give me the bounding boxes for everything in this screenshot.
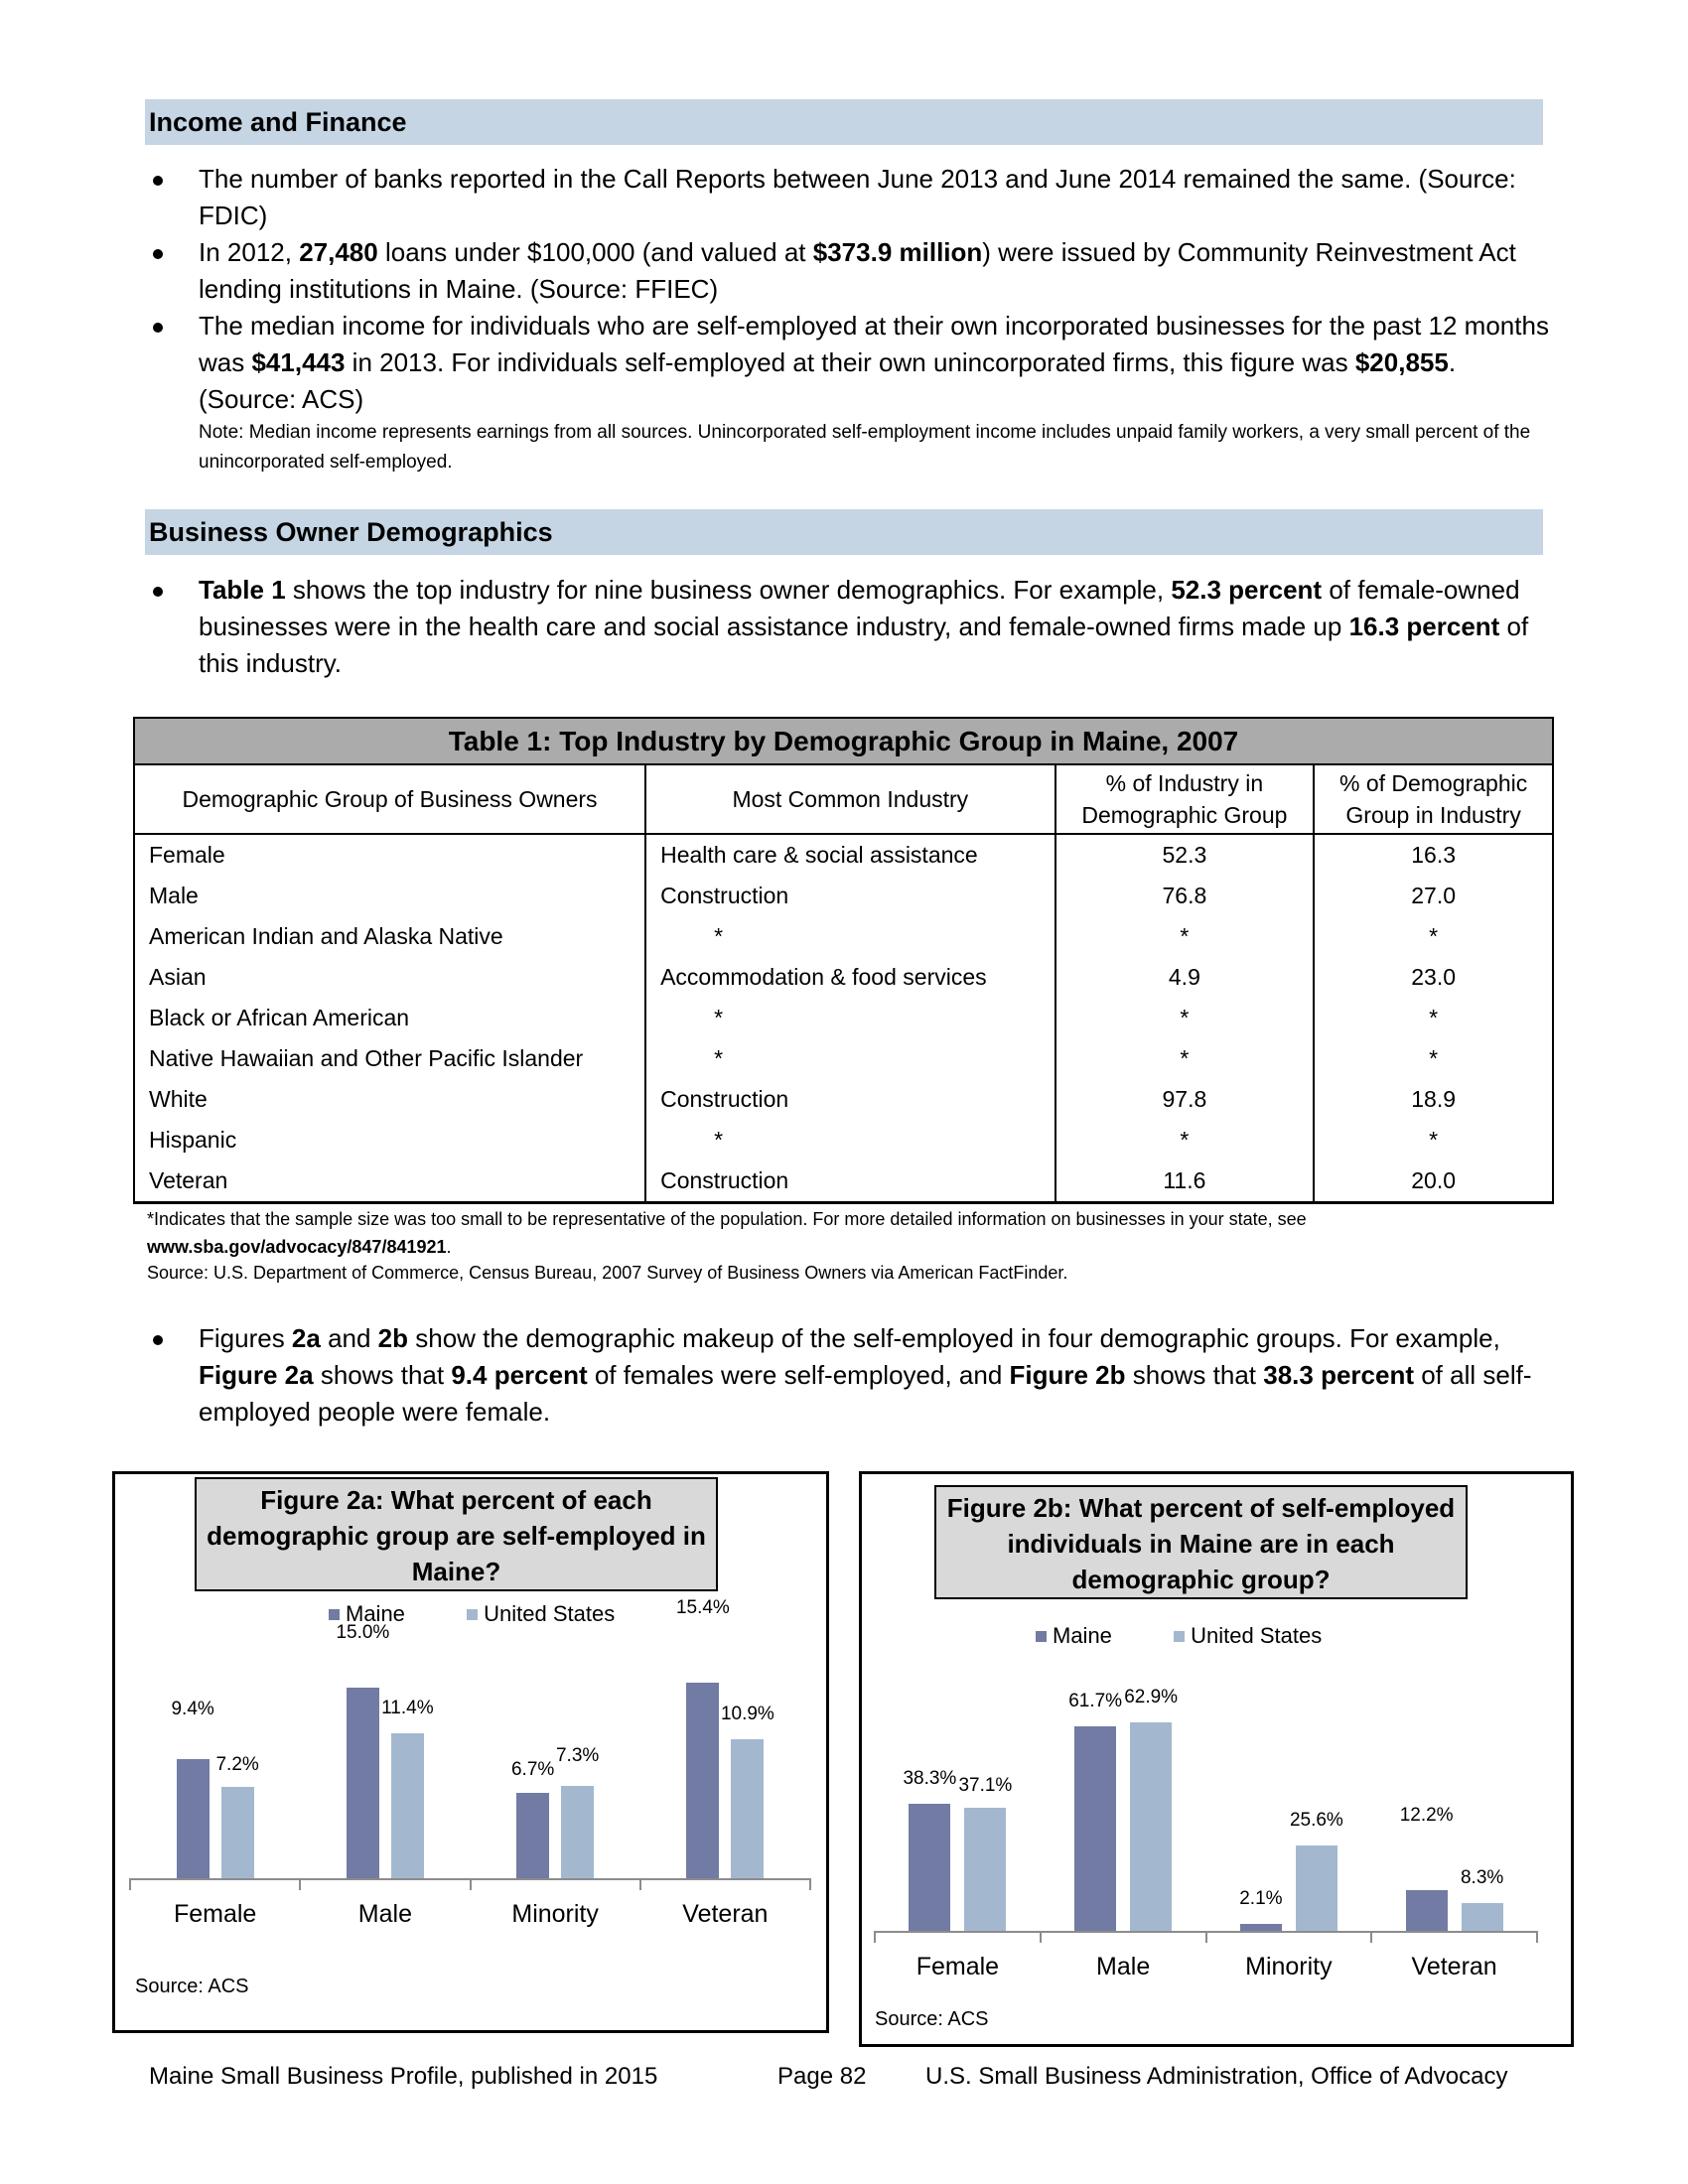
footer-organization: U.S. Small Business Administration, Office of Advocacy: [925, 2063, 1508, 2090]
bullet-text: The number of banks reported in the Call Reports between June 2013 and June 2014 remained the same. (Source: FDIC): [199, 164, 1516, 230]
footer-publication: Maine Small Business Profile, published in 2015: [149, 2063, 658, 2090]
table-cell: 52.3: [1055, 834, 1315, 876]
table-cell: 27.0: [1314, 876, 1553, 916]
data-label: 6.7%: [510, 1759, 555, 1781]
table-cell: *: [1314, 1038, 1553, 1079]
x-axis-label: Female: [173, 1900, 257, 1928]
table-cell: *: [1055, 998, 1315, 1038]
legend-swatch-maine-icon: [329, 1609, 340, 1620]
x-axis-label: Veteran: [1411, 1953, 1497, 1980]
table-cell: *: [645, 916, 1055, 957]
x-axis-tick: [299, 1878, 301, 1890]
bar-maine: [686, 1683, 719, 1878]
table-cell: *: [1055, 1120, 1315, 1160]
data-label: 15.0%: [336, 1622, 390, 1643]
chart-title: Figure 2b: What percent of self-employed individuals in Maine are in each demographic group?: [934, 1485, 1468, 1599]
data-label: 7.2%: [215, 1753, 259, 1775]
bullet-item: [145, 1320, 1555, 1431]
x-axis-tick: [1536, 1931, 1538, 1943]
bullet-item: [145, 572, 1555, 682]
income-finance-bullets: [145, 161, 1555, 478]
data-label: 7.3%: [555, 1744, 600, 1766]
table-cell: 23.0: [1314, 957, 1553, 998]
figure-2a-chart: [112, 1471, 829, 2033]
x-axis-tick: [874, 1931, 876, 1943]
bullet-icon: [153, 587, 163, 597]
bar-maine: [347, 1688, 379, 1878]
bullet-text: In 2012, 27,480 loans under $100,000 (and valued at $373.9 million) were issued by Community Reinvestment Act lending institutions in Maine. (Source: FFIEC): [199, 237, 1516, 304]
demographics-bullet-2: [145, 1320, 1555, 1431]
x-axis-tick: [1205, 1931, 1207, 1943]
data-label: 8.3%: [1460, 1867, 1504, 1889]
income-note: Note: Median income represents earnings from all sources. Unincorporated self-employment income includes unpaid family workers, a very small percent of the unincorporated self-employed.: [199, 422, 1531, 473]
bar-us: [1296, 1845, 1337, 1931]
table-cell: 18.9: [1314, 1079, 1553, 1120]
table-cell: Health care & social assistance: [645, 834, 1055, 876]
chart-source: Source: ACS: [135, 1976, 249, 1997]
table-row: [134, 834, 1553, 876]
bar-maine: [909, 1804, 950, 1931]
table-cell: *: [1314, 916, 1553, 957]
table-cell: Asian: [134, 957, 645, 998]
table-footnote: [147, 1205, 1557, 1261]
bar-maine: [1074, 1726, 1116, 1931]
data-label: 2.1%: [1239, 1887, 1283, 1909]
table-cell: Construction: [645, 1079, 1055, 1120]
table-row: [134, 1120, 1553, 1160]
table-cell: American Indian and Alaska Native: [134, 916, 645, 957]
x-axis-tick: [1370, 1931, 1372, 1943]
data-label: 38.3%: [903, 1768, 957, 1790]
table-1: [133, 717, 1554, 1204]
column-header: % of Industry in Demographic Group: [1055, 764, 1315, 834]
data-label: 62.9%: [1124, 1686, 1179, 1707]
table-title: Table 1: Top Industry by Demographic Group in Maine, 2007: [134, 718, 1553, 764]
section-header-income-finance: [145, 99, 1543, 145]
footer-page-number: Page 82: [777, 2063, 867, 2090]
footnote-text: *Indicates that the sample size was too small to be representative of the population. For more detailed information on businesses in your state, see: [147, 1209, 1307, 1229]
table-cell: *: [645, 998, 1055, 1038]
table-row: [134, 998, 1553, 1038]
section-title: Income and Finance: [149, 107, 407, 137]
chart-legend: [1036, 1623, 1322, 1649]
legend-label: United States: [1191, 1623, 1323, 1648]
table-cell: Hispanic: [134, 1120, 645, 1160]
data-label: 9.4%: [171, 1698, 214, 1719]
bullet-icon: [153, 323, 163, 333]
bullet-item: [145, 234, 1555, 308]
table-cell: Accommodation & food services: [645, 957, 1055, 998]
data-label: 15.4%: [675, 1596, 730, 1618]
legend-swatch-us-icon: [467, 1609, 478, 1620]
table-cell: *: [1314, 998, 1553, 1038]
bar-maine: [177, 1759, 210, 1878]
section-title: Business Owner Demographics: [149, 517, 553, 547]
bar-us: [221, 1787, 254, 1878]
table-row: [134, 916, 1553, 957]
x-axis-tick: [1040, 1931, 1042, 1943]
table-cell: Male: [134, 876, 645, 916]
table-row: [134, 1079, 1553, 1120]
table-row: [134, 1038, 1553, 1079]
demographics-bullet-1: [145, 572, 1555, 682]
legend-label: Maine: [346, 1601, 405, 1626]
legend-label: Maine: [1053, 1623, 1112, 1648]
table-cell: *: [1314, 1120, 1553, 1160]
bar-us: [1130, 1722, 1172, 1931]
table-row: [134, 957, 1553, 998]
table-cell: Female: [134, 834, 645, 876]
bullet-icon: [153, 249, 163, 259]
table-cell: 4.9: [1055, 957, 1315, 998]
x-axis-label: Minority: [1245, 1953, 1333, 1980]
chart-source: Source: ACS: [875, 2008, 989, 2030]
bullet-item: [145, 161, 1555, 234]
x-axis-tick: [470, 1878, 472, 1890]
column-header: Demographic Group of Business Owners: [134, 764, 645, 834]
table-source: Source: U.S. Department of Commerce, Census Bureau, 2007 Survey of Business Owners via American FactFinder.: [147, 1263, 1068, 1283]
footnote-link[interactable]: www.sba.gov/advocacy/847/841921: [147, 1237, 447, 1257]
data-label: 10.9%: [720, 1704, 774, 1725]
legend-swatch-maine-icon: [1036, 1631, 1047, 1642]
bar-us: [964, 1808, 1006, 1931]
legend-label: United States: [484, 1601, 616, 1626]
bullet-text: Table 1 shows the top industry for nine business owner demographics. For example, 52.3 percent of female-owned businesses were in the health care and social assistance industry, and female-owned firms made up 16.3 percent of this industry.: [199, 575, 1529, 678]
table-cell: *: [1055, 916, 1315, 957]
bullet-text: Figures 2a and 2b show the demographic makeup of the self-employed in four demographic groups. For example, Figure 2a shows that 9.4 percent of females were self-employed, and Figure 2b shows that 38.3 percent of all self-employed people were female.: [199, 1323, 1532, 1427]
x-axis-tick: [809, 1878, 811, 1890]
bar-maine: [1406, 1890, 1448, 1931]
table-cell: Native Hawaiian and Other Pacific Islander: [134, 1038, 645, 1079]
bar-us: [731, 1739, 764, 1878]
bullet-text: The median income for individuals who are self-employed at their own incorporated businesses for the past 12 months was $41,443 in 2013. For individuals self-employed at their own unincorporated firms, this figure was $20,855. (Source: ACS): [199, 311, 1549, 414]
table-cell: Construction: [645, 1160, 1055, 1203]
bar-maine: [1240, 1924, 1282, 1931]
x-axis-label: Male: [1096, 1953, 1151, 1980]
table-cell: Veteran: [134, 1160, 645, 1203]
table-cell: *: [1055, 1038, 1315, 1079]
x-axis-label: Minority: [511, 1900, 599, 1928]
bullet-item: [145, 308, 1555, 418]
bullet-icon: [153, 1335, 163, 1345]
table-header-row: [134, 764, 1553, 834]
table-row: [134, 1160, 1553, 1203]
x-axis-tick: [129, 1878, 131, 1890]
table-cell: *: [645, 1120, 1055, 1160]
x-axis-label: Female: [915, 1953, 1000, 1980]
table-row: [134, 876, 1553, 916]
table-cell: 20.0: [1314, 1160, 1553, 1203]
data-label: 12.2%: [1399, 1805, 1454, 1827]
table-cell: 76.8: [1055, 876, 1315, 916]
column-header: Most Common Industry: [645, 764, 1055, 834]
table-cell: Black or African American: [134, 998, 645, 1038]
x-axis-label: Male: [357, 1900, 412, 1928]
bullet-icon: [153, 176, 163, 186]
figure-2b-chart: [859, 1471, 1574, 2047]
data-label: 11.4%: [381, 1698, 434, 1719]
section-header-demographics: [145, 509, 1543, 555]
table-cell: Construction: [645, 876, 1055, 916]
footnote-end: .: [446, 1237, 452, 1257]
table-cell: White: [134, 1079, 645, 1120]
table-cell: 16.3: [1314, 834, 1553, 876]
column-header: % of Demographic Group in Industry: [1314, 764, 1553, 834]
table-cell: *: [645, 1038, 1055, 1079]
bar-us: [391, 1733, 424, 1878]
bar-maine: [516, 1793, 549, 1878]
legend-swatch-us-icon: [1174, 1631, 1185, 1642]
data-label: 25.6%: [1289, 1810, 1343, 1832]
data-label: 61.7%: [1068, 1690, 1123, 1711]
data-label: 37.1%: [958, 1775, 1013, 1797]
chart-title: Figure 2a: What percent of each demographic group are self-employed in Maine?: [195, 1477, 718, 1591]
bar-us: [1462, 1903, 1503, 1931]
x-axis-label: Veteran: [682, 1900, 769, 1928]
bar-us: [561, 1786, 594, 1878]
x-axis-tick: [639, 1878, 641, 1890]
table-cell: 97.8: [1055, 1079, 1315, 1120]
table-cell: 11.6: [1055, 1160, 1315, 1203]
